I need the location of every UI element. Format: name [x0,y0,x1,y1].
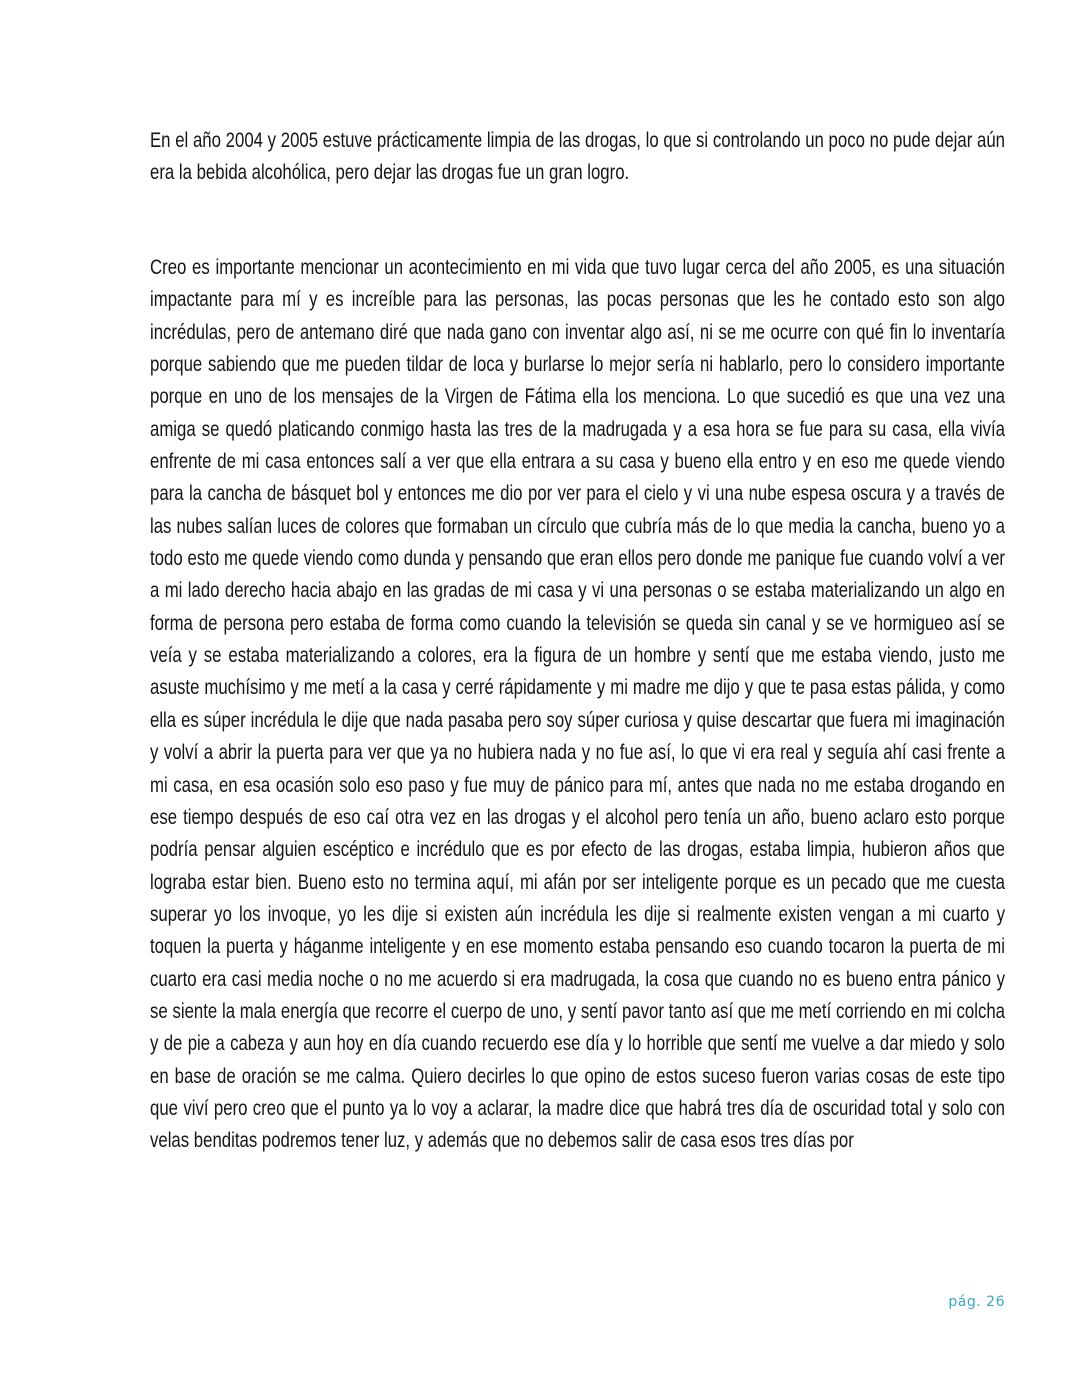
page-number: pág. 26 [948,1294,1005,1310]
paragraph-2: Creo es importante mencionar un acontecimiento en mi vida que tuvo lugar cerca del año 2005, es una situación impactante para mí y es increíble para las personas, las pocas personas que les he contado esto son algo incrédulas, pero de antemano diré que nada gano con inventar algo así, ni se me ocurre con qué fin lo inventaría porque sabiendo que me pueden tildar de loca y burlarse lo mejor sería ni hablarlo, pero lo considero importante porque en uno de los mensajes de la Virgen de Fátima ella los menciona. Lo que sucedió es que una vez una amiga se quedó platicando conmigo hasta las tres de la madrugada y a esa hora se fue para su casa, ella vivía enfrente de mi casa entonces salí a ver que ella entrara a su casa y bueno ella entro y en eso me quede viendo para la cancha de básquet bol y entonces me dio por ver para el cielo y vi una nube espesa oscura y a través de las nubes salían luces de colores que formaban un círculo que cubría más de lo que media la cancha, bueno yo a todo esto me quede viendo como dunda y pensando que eran ellos pero donde me panique fue cuando volví a ver a mi lado derecho hacia abajo en las gradas de mi casa y vi una personas o se estaba materializando un algo en forma de persona pero estaba de forma como cuando la televisión se queda sin canal y se ve hormigueo así se veía y se estaba materializando a colores, era la figura de un hombre y sentí que me estaba viendo, justo me asuste muchísimo y me metí a la casa y cerré rápidamente y mi madre me dijo y que te pasa estas pálida, y como ella es súper incrédula le dije que nada pasaba pero soy súper curiosa y quise descartar que fuera mi imaginación y volví a abrir la puerta para ver que ya no hubiera nada y no fue así, lo que vi era real y seguía ahí casi frente a mi casa, en esa ocasión solo eso paso y fue muy de pánico para mí, antes que nada no me estaba drogando en ese tiempo después de eso caí otra vez en las drogas y el alcohol pero tenía un año, bueno aclaro esto porque podría pensar alguien escéptico e incrédulo que es por efecto de las drogas, estaba limpia, hubieron años que lograba estar bien. Bueno esto no termina aquí, mi afán por ser inteligente porque es un pecado que me cuesta superar yo los invoque, yo les dije si existen aún incrédula les dije si realmente existen vengan a mi cuarto y toquen la puerta y háganme inteligente y en ese momento estaba pensando eso cuando tocaron la puerta de mi cuarto era casi media noche o no me acuerdo si era madrugada, la cosa que cuando no es bueno entra pánico y se siente la mala energía que recorre el cuerpo de uno, y sentí pavor tanto así que me metí corriendo en mi colcha y de pie a cabeza y aun hoy en día cuando recuerdo ese día y lo horrible que sentí me vuelve a dar miedo y solo en base de oración se me calma. Quiero decirles lo que opino de estos suceso fueron varias cosas de este tipo que viví pero creo que el punto ya lo voy a aclarar, la madre dice que habrá tres día de oscuridad total y solo con velas benditas podremos tener luz, y además que no debemos salir de casa esos tres días por [150,255,1005,1153]
paragraph-1: En el año 2004 y 2005 estuve prácticamente limpia de las drogas, lo que si controlando un poco no pude dejar aún era la bebida alcohólica, pero dejar las drogas fue un gran logro. [150,128,1005,185]
